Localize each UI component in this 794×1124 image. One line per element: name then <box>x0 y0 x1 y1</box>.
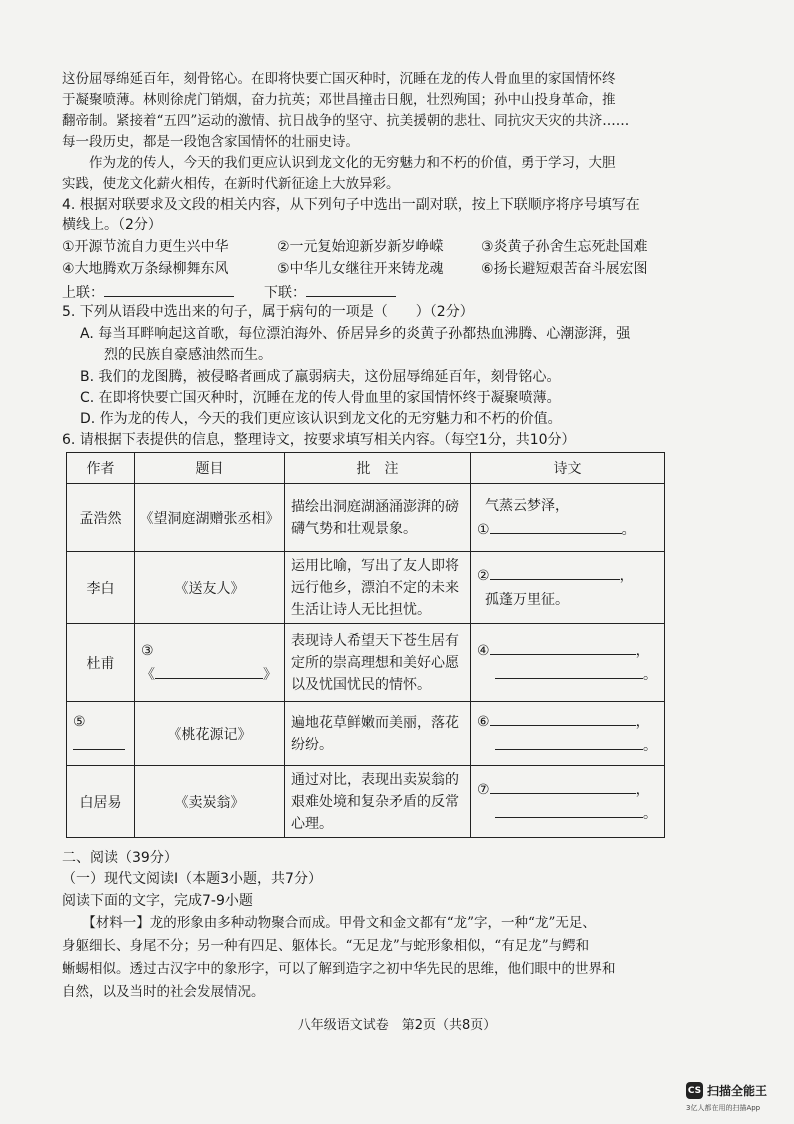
blank-number: ② <box>477 567 490 584</box>
poem-blank[interactable] <box>495 735 643 750</box>
material-line: 蜥蜴相似。透过古汉字中的象形字，可以了解到造字之初中华先民的思维，他们眼中的世界和 <box>62 961 616 977</box>
poem-cell <box>471 624 665 702</box>
q5-option-a: A. 每当耳畔响起这首歌，每位漂泊海外、侨居异乡的炎黄子孙都热血沸腾、心潮澎湃，强 <box>80 326 631 342</box>
q5-stem: 5. 下列从语段中选出来的句子，属于病句的一项是（ ）（2分） <box>62 304 474 320</box>
q6-stem: 6. 请根据下表提供的信息，整理诗文，按要求填写相关内容。（每空1分，共10分） <box>62 432 576 448</box>
scanner-tagline: 3亿人都在用的扫描App <box>686 1104 761 1112</box>
q5-option-c: C. 在即将快要亡国灭种时，沉睡在龙的传人骨血里的家国情怀终于凝聚喷薄。 <box>80 390 561 406</box>
author-blank[interactable] <box>73 735 125 750</box>
punct: ， <box>635 642 650 659</box>
table-row <box>67 766 665 838</box>
punct: 。 <box>643 737 657 754</box>
poem-blank[interactable] <box>490 519 622 534</box>
material-line: 自然，以及当时的社会发展情况。 <box>62 984 265 1000</box>
poetry-table <box>66 452 665 838</box>
passage-line: 翻帝制。紧接着“五四”运动的激情、抗日战争的坚守、抗美援朝的悲壮、同抗灾天灾的共济…… <box>62 113 630 129</box>
q4-stem-cont: 横线上。（2分） <box>62 217 162 233</box>
q4-option: ②一元复始迎新岁新岁峥嵘 <box>277 239 444 255</box>
author-cell: 孟浩然 <box>67 484 135 552</box>
comment-cell: 运用比喻，写出了友人即将远行他乡，漂泊不定的未来生活让诗人无比担忧。 <box>285 552 471 624</box>
lower-couplet-blank[interactable] <box>306 282 396 297</box>
header-poem: 诗文 <box>471 453 665 484</box>
punct: 》 <box>263 666 277 683</box>
poem-blank[interactable] <box>495 664 643 679</box>
author-cell: 杜甫 <box>67 624 135 702</box>
table-row <box>67 624 665 702</box>
q4-option: ①开源节流自力更生兴中华 <box>62 239 229 255</box>
poem-cell <box>471 484 665 552</box>
table-row <box>67 702 665 766</box>
comment-cell: 描绘出洞庭湖涵涌澎湃的磅礴气势和壮观景象。 <box>285 484 471 552</box>
poem-cell <box>471 766 665 838</box>
header-comment: 批 注 <box>285 453 471 484</box>
poem-blank[interactable] <box>490 565 620 580</box>
blank-number: ⑦ <box>477 781 490 798</box>
punct: 。 <box>643 666 657 683</box>
punct: ， <box>619 567 634 584</box>
author-cell: 白居易 <box>67 766 135 838</box>
poem-blank[interactable] <box>490 779 636 794</box>
table-row <box>67 484 665 552</box>
page-footer: 八年级语文试卷 第2页（共8页） <box>297 1018 497 1033</box>
punct: 。 <box>643 805 657 822</box>
passage-line: 作为龙的传人，今天的我们更应认识到龙文化的无穷魅力和不朽的价值，勇于学习，大胆 <box>62 155 616 171</box>
comment-cell: 遍地花草鲜嫩而美丽，落花纷纷。 <box>285 702 471 766</box>
comment-cell: 通过对比，表现出卖炭翁的艰难处境和复杂矛盾的反常心理。 <box>285 766 471 838</box>
passage-line: 这份屈辱绵延百年，刻骨铭心。在即将快要亡国灭种时，沉睡在龙的传人骨血里的家国情怀终 <box>62 71 616 87</box>
author-cell: 李白 <box>67 552 135 624</box>
blank-number: ③ <box>141 642 154 659</box>
blank-number: ④ <box>477 642 490 659</box>
q4-stem: 4. 根据对联要求及文段的相关内容，从下列句子中选出一副对联，按上下联顺序将序号填写在 <box>62 197 640 213</box>
subsection-heading: （一）现代文阅读Ⅰ（本题3小题，共7分） <box>62 871 322 887</box>
punct: ， <box>635 713 650 730</box>
q5-option-b: B. 我们的龙图腾，被侵略者画成了羸弱病夫，这份屈辱绵延百年，刻骨铭心。 <box>80 369 561 385</box>
q4-option: ⑥扬长避短艰苦奋斗展宏图 <box>481 261 648 277</box>
scanner-name: 扫描全能王 <box>707 1084 768 1098</box>
upper-couplet-label: 上联： <box>62 285 104 301</box>
poem-cell <box>471 702 665 766</box>
header-title: 题目 <box>135 453 285 484</box>
reading-instruction: 阅读下面的文字，完成7-9小题 <box>62 893 253 909</box>
title-cell <box>135 624 285 702</box>
table-header-row <box>67 453 665 484</box>
author-cell <box>67 702 135 766</box>
blank-number: ⑤ <box>73 713 86 730</box>
punct: 。 <box>621 521 636 538</box>
passage-line: 实践，使龙文化薪火相传，在新时代新征途上大放异彩。 <box>62 176 400 192</box>
punct: 《 <box>141 666 155 683</box>
poem-blank[interactable] <box>490 711 636 726</box>
q4-option: ③炎黄子孙舍生忘死赴国难 <box>481 239 648 255</box>
q4-option: ④大地腾欢万条绿柳舞东风 <box>62 261 229 277</box>
passage-line: 于凝聚喷薄。林则徐虎门销烟，奋力抗英；邓世昌撞击日舰，壮烈殉国；孙中山投身革命，推 <box>62 92 616 108</box>
lower-couplet-label: 下联： <box>264 285 306 301</box>
title-cell: 《送友人》 <box>135 552 285 624</box>
poem-given-line: 孤蓬万里征。 <box>485 591 569 608</box>
table-row <box>67 552 665 624</box>
q4-answer-line <box>62 282 396 303</box>
title-cell: 《望洞庭湖赠张丞相》 <box>135 484 285 552</box>
q5-option-d: D. 作为龙的传人，今天的我们更应该认识到龙文化的无穷魅力和不朽的价值。 <box>80 411 562 427</box>
material-line: 身躯细长、身尾不分；另一种有四足、躯体长。“无足龙”与蛇形象相似，“有足龙”与鳄和 <box>62 938 590 954</box>
q5-option-a-cont: 烈的民族自豪感油然而生。 <box>104 347 272 363</box>
material-line: 【材料一】龙的形象由多种动物聚合而成。甲骨文和金文都有“龙”字，一种“龙”无足、 <box>62 915 596 931</box>
title-cell: 《卖炭翁》 <box>135 766 285 838</box>
camscanner-logo-icon: CS <box>686 1082 703 1099</box>
poem-given-line: 气蒸云梦泽， <box>485 497 569 514</box>
poem-blank[interactable] <box>495 803 643 818</box>
upper-couplet-blank[interactable] <box>104 282 234 297</box>
scanner-watermark <box>686 1082 767 1099</box>
poem-blank[interactable] <box>490 640 636 655</box>
poem-cell <box>471 552 665 624</box>
blank-number: ① <box>477 521 490 538</box>
header-author: 作者 <box>67 453 135 484</box>
q4-option: ⑤中华儿女继往开来铸龙魂 <box>277 261 444 277</box>
title-cell: 《桃花源记》 <box>135 702 285 766</box>
blank-number: ⑥ <box>477 713 490 730</box>
passage-line: 每一段历史，都是一段饱含家国情怀的壮丽史诗。 <box>62 134 359 150</box>
punct: ， <box>635 781 650 798</box>
comment-cell: 表现诗人希望天下苍生居有定所的崇高理想和美好心愿以及忧国忧民的情怀。 <box>285 624 471 702</box>
section-heading: 二、阅读（39分） <box>62 850 178 866</box>
title-blank[interactable] <box>155 664 263 679</box>
